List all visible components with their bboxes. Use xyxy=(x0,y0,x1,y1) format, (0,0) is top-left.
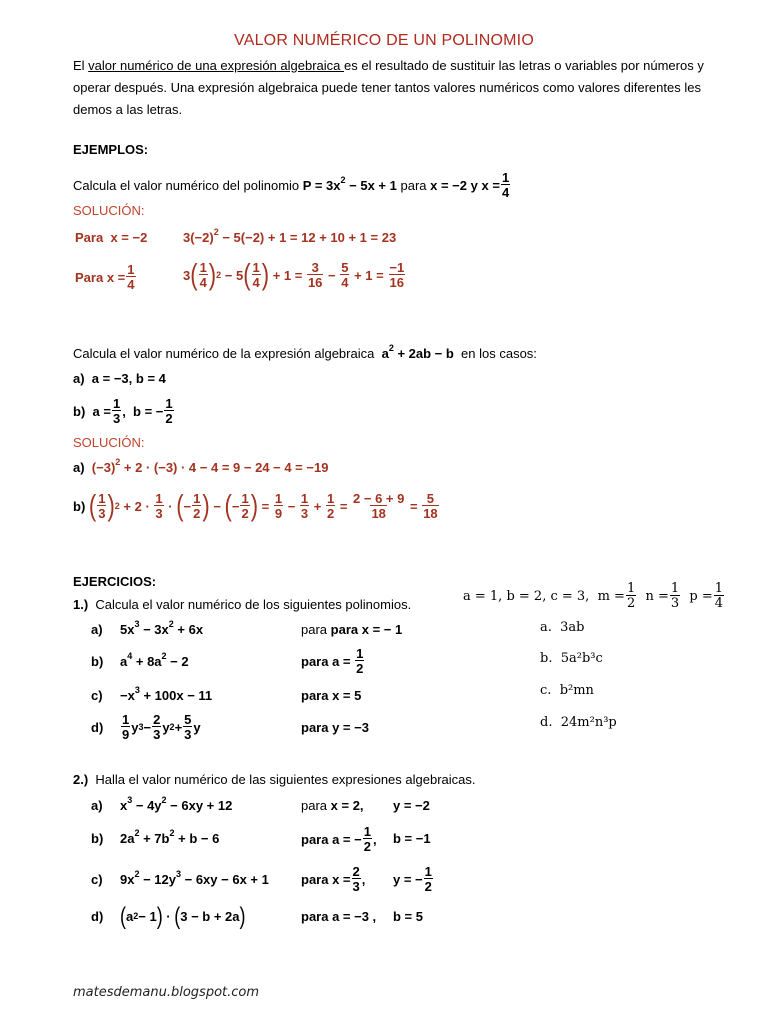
solution1-row2-expr: 3 ( $\frac{1}{4}$ ) 2 − 5 ( $\frac{1}{4}$ ) + 1 = $\frac{3}{16}$ − $\frac{5}{4}$ + 1 = $\frac{-1}{16}$ xyxy=(183,257,405,292)
right-item-a: a. 3ab xyxy=(540,620,585,635)
exercise1-statement: 1.) Calcula el valor numérico de los siguientes polinomios. xyxy=(73,597,412,612)
q1-item-d-expr: $\frac{1}{9}$ y 3 − $\frac{2}{3}$ y 2 + $\frac{5}{3}$ y xyxy=(122,712,201,742)
q1-item-c-cond: para x = 5 xyxy=(301,688,362,703)
q2-item-b-expr: $2a^2 + 7b^2 + b - 6$ xyxy=(120,828,220,846)
q2-item-d-expr: ( a 2 − 1 ) · ( 3 − b + 2a ) xyxy=(120,902,246,930)
page-title: VALOR NUMÉRICO DE UN POLINOMIO xyxy=(234,32,534,49)
q2-item-a-expr: $x^3 - 4y^2 - 6xy + 12$ xyxy=(120,795,233,813)
ejemplos-heading: EJEMPLOS: xyxy=(73,142,149,157)
solution2-a: a) $(-3)^2 + 2 \cdot (-3) \cdot 4 - 4 = 9 - 24 - 4 = -19$ xyxy=(73,457,329,475)
solution1-row1-expr: $3(-2)^2 - 5(-2) + 1 = 12 + 10 + 1 = 23$ xyxy=(183,227,397,245)
q2-item-b-label: b) xyxy=(91,831,104,846)
q2-item-d-cond1: para a = −3 , xyxy=(301,909,377,924)
right-item-b: b. 5a²b³c xyxy=(540,651,603,666)
q2-item-c-cond1: para x = $\frac{2}{3}$ , xyxy=(301,864,366,894)
variable-values: a = 1, b = 2, c = 3, m = $\frac{1}{2}$ n = $\frac{1}{3}$ p = $\frac{1}{4}$ xyxy=(463,581,724,611)
example2-case-a: a) a = −3, b = 4 xyxy=(73,371,166,386)
q1-item-b-cond: para a = $\frac{1}{2}$ xyxy=(301,646,364,676)
q1-item-c-label: c) xyxy=(91,688,103,703)
exercise2-statement: 2.) Halla el valor numérico de las siguientes expresiones algebraicas. xyxy=(73,772,476,787)
intro-definition: valor numérico de una expresión algebraica xyxy=(88,58,344,73)
q2-item-a-cond2: y = −2 xyxy=(393,798,430,813)
q1-item-a-cond: para para x = − 1 xyxy=(301,622,403,637)
q2-item-c-expr: $9x^2 - 12y^3 - 6xy - 6x + 1$ xyxy=(120,869,269,887)
solution2-b: b) ( $\frac{1}{3}$ ) 2 + 2 · $\frac{1}{3}$ · ( − $\frac{1}{2}$ ) − ( − $\frac{1}{2}$ ) = $\frac{1}{9}$ − $\frac{1}{3}$ + $\frac{1}{2}$ = $\frac{2 - 6 + 9}{18}$ = $\frac{5}{18}$ xyxy=(73,488,438,523)
intro-start: El xyxy=(73,58,89,73)
q2-item-a-label: a) xyxy=(91,798,103,813)
q2-item-c-cond2: y = − $\frac{1}{2}$ xyxy=(393,864,432,894)
q1-item-d-label: d) xyxy=(91,720,104,735)
intro-paragraph xyxy=(73,55,713,121)
footer-url: matesdemanu.blogspot.com xyxy=(73,985,260,1000)
q1-item-b-expr: $a^4 + 8a^2 - 2$ xyxy=(120,651,189,669)
example2-prompt: Calcula el valor numérico de la expresión algebraica $a^2 + 2ab - b$ en los casos: xyxy=(73,343,537,361)
example1-prompt: Calcula el valor numérico del polinomio $P = 3x^2 - 5x + 1$ para x = −2 y x = $\frac{1}{4}$ xyxy=(73,170,510,200)
right-item-c: c. b²mn xyxy=(540,683,594,698)
solution1-row1: Para x = −2 xyxy=(75,230,148,245)
q1-item-b-label: b) xyxy=(91,654,104,669)
q1-item-a-expr: $5x^3 - 3x^2 + 6x$ xyxy=(120,619,204,637)
solution1-row2: Para x = $\frac{1}{4}$ xyxy=(75,262,135,292)
solution1-label: SOLUCIÓN: xyxy=(73,203,145,218)
q2-item-a-cond1: para x = 2, xyxy=(301,798,364,813)
q1-item-a-label: a) xyxy=(91,622,103,637)
q1-item-d-cond: para y = −3 xyxy=(301,720,369,735)
intro-rest: es el resultado de sustituir las letras o variables por números y operar después. Una expresión algebraica puede tener tantos valores numéricos como valores diferentes les demos a las letras. xyxy=(73,58,704,117)
right-item-d: d. 24m²n³p xyxy=(540,715,617,730)
q1-item-c-expr: $-x^3 + 100x - 11$ xyxy=(120,685,213,703)
ejercicios-heading: EJERCICIOS: xyxy=(73,574,157,589)
q2-item-b-cond1: para a = − $\frac{1}{2}$ , xyxy=(301,824,377,854)
solution2-label: SOLUCIÓN: xyxy=(73,435,145,450)
example2-case-b: b) a = $\frac{1}{3}$ , b = − $\frac{1}{2}$ xyxy=(73,396,173,426)
q2-item-b-cond2: b = −1 xyxy=(393,831,431,846)
q2-item-d-cond2: b = 5 xyxy=(393,909,423,924)
q2-item-c-label: c) xyxy=(91,872,103,887)
q2-item-d-label: d) xyxy=(91,909,104,924)
